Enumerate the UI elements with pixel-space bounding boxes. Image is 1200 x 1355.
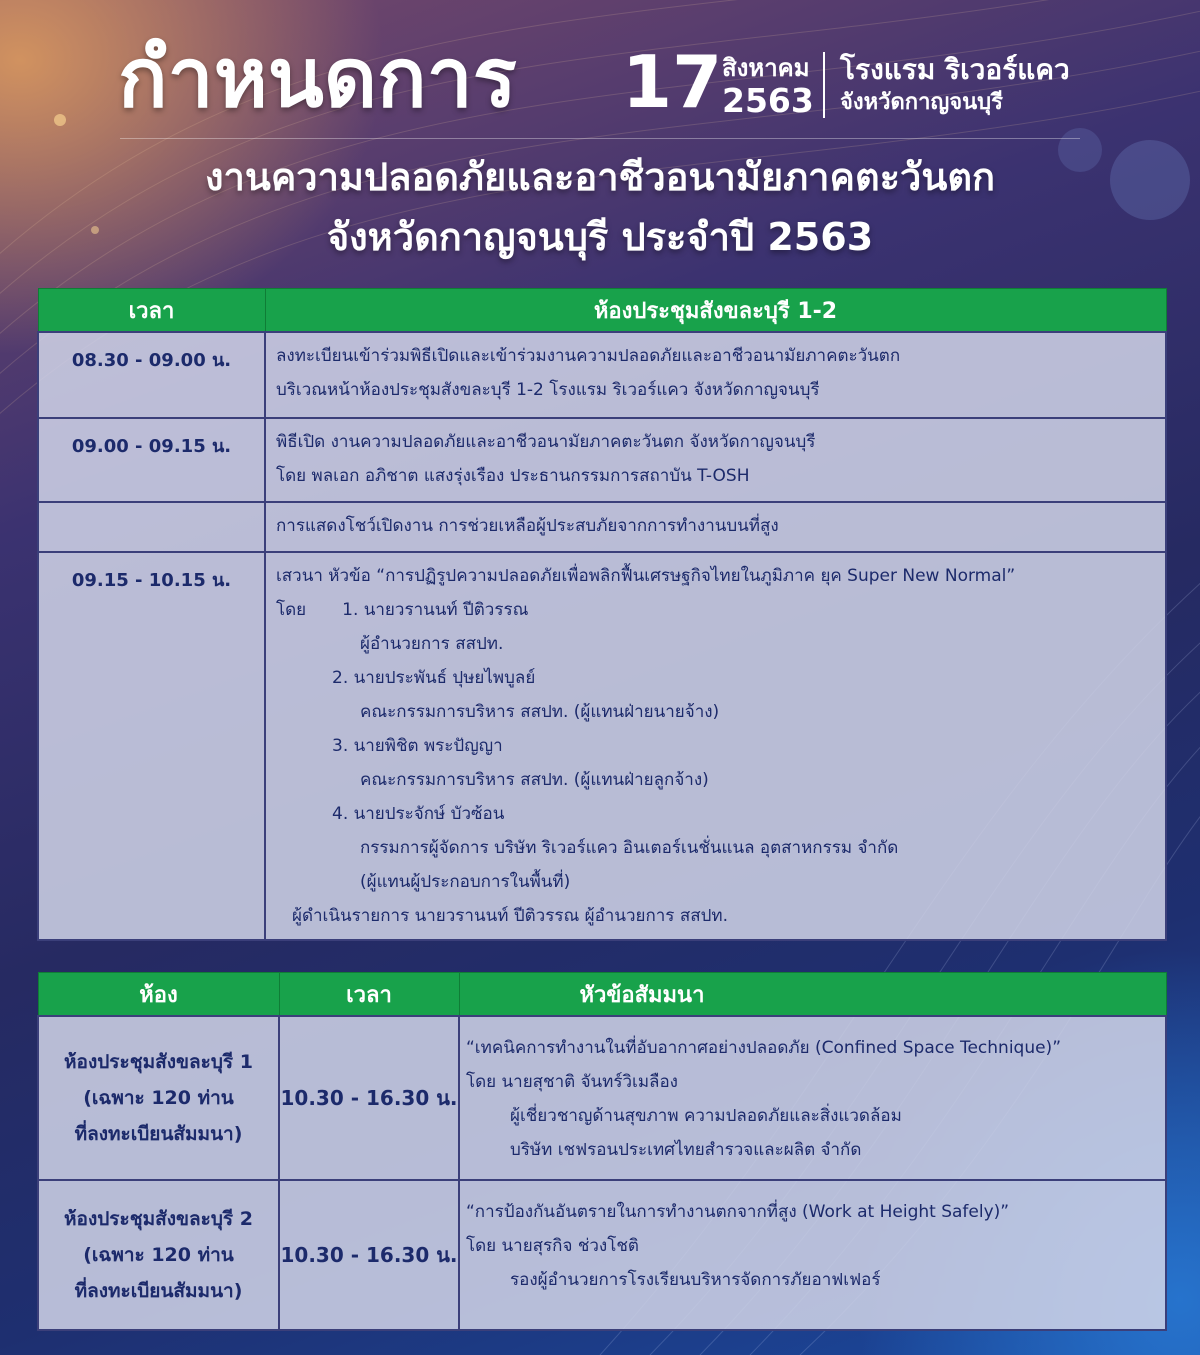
description-line: การแสดงโชว์เปิดงาน การช่วยเหลือผู้ประสบภัยจากการทำงานบนที่สูง [276,516,779,536]
row-time: 08.30 - 09.00 น. [38,332,265,418]
speaker-role: ผู้เชี่ยวชาญด้านสุขภาพ ความปลอดภัยและสิ่งแวดล้อม [510,1106,902,1126]
header-divider [823,52,825,118]
header-rule [120,138,1080,139]
event-day: 17 [622,40,723,124]
table-row [38,332,1166,418]
schedule-col-time: เวลา [38,289,265,333]
venue-hotel: โรงแรม ริเวอร์แคว [840,53,1070,86]
room-line: ห้องประชุมสังขละบุรี 2 [64,1208,253,1230]
row-description [265,332,1166,418]
table-row [38,418,1166,502]
description-line: พิธีเปิด งานความปลอดภัยและอาชีวอนามัยภาคตะวันตก จังหวัดกาญจนบุรี [276,432,816,452]
event-month: สิงหาคม [722,54,810,82]
speaker-role: บริษัท เชฟรอนประเทศไทยสำรวจและผลิต จำกัด [510,1140,862,1160]
row-description [265,418,1166,502]
seminar-col-room: ห้อง [38,973,279,1017]
seminar-topic-cell [459,1016,1166,1180]
schedule-col-room: ห้องประชุมสังขละบุรี 1-2 [265,289,1166,333]
by-label: โดย [276,600,307,620]
row-time: 09.00 - 09.15 น. [38,418,265,502]
event-location-year: จังหวัดกาญจนบุรี ประจำปี 2563 [326,215,874,259]
seminar-topic: “เทคนิคการทำงานในที่อับอากาศอย่างปลอดภัย (Confined Space Technique)” [466,1038,1061,1058]
event-year: 2563 [722,81,814,120]
seminar-time: 10.30 - 16.30 น. [279,1180,459,1330]
speaker-name: 2. นายประพันธ์ ปุษยไพบูลย์ [332,668,536,688]
seminar-table [37,972,1167,1331]
speaker-role: กรรมการผู้จัดการ บริษัท ริเวอร์แคว อินเตอร์เนชั่นแนล อุตสาหกรรม จำกัด [360,838,899,858]
seminar-col-topic: หัวข้อสัมมนา [459,973,1166,1017]
speaker-role: (ผู้แทนผู้ประกอบการในพื้นที่) [360,872,571,892]
seminar-speaker: โดย นายสุชาติ จันทร์วิเมลือง [466,1072,678,1092]
speaker-role: คณะกรรมการบริหาร สสปท. (ผู้แทนฝ่ายนายจ้าง) [360,702,720,722]
seminar-room [38,1180,279,1330]
seminar-col-time: เวลา [279,973,459,1017]
forum-topic: เสวนา หัวข้อ “การปฏิรูปความปลอดภัยเพื่อพลิกฟื้นเศรษฐกิจไทยในภูมิภาค ยุค Super New Normal” [276,566,1016,586]
room-line: (เฉพาะ 120 ท่าน [83,1244,234,1266]
seminar-room [38,1016,279,1180]
speaker-role: ผู้อำนวยการ สสปท. [360,634,504,654]
table-row [38,1180,1166,1330]
seminar-speaker: โดย นายสุรกิจ ช่วงโชติ [466,1236,639,1256]
speaker-name: 4. นายประจักษ์ บัวซ้อน [332,804,505,824]
seminar-time: 10.30 - 16.30 น. [279,1016,459,1180]
room-line: (เฉพาะ 120 ท่าน [83,1087,234,1109]
schedule-table [37,288,1167,941]
description-line: บริเวณหน้าห้องประชุมสังขละบุรี 1-2 โรงแรม ริเวอร์แคว จังหวัดกาญจนบุรี [276,380,820,400]
header [0,0,1200,290]
schedule-header-row [38,289,1166,333]
page-title: กำหนดการ [118,31,517,126]
venue-province: จังหวัดกาญจนบุรี [840,90,1003,115]
table-row [38,1016,1166,1180]
row-time: 09.15 - 10.15 น. [38,552,265,940]
seminar-topic-cell [459,1180,1166,1330]
description-line: ลงทะเบียนเข้าร่วมพิธีเปิดและเข้าร่วมงานความปลอดภัยและอาชีวอนามัยภาคตะวันตก [276,346,901,366]
speaker-line [276,593,1157,627]
description-line: โดย พลเอก อภิชาต แสงรุ่งเรือง ประธานกรรมการสถาบัน T-OSH [276,466,750,486]
seminar-topic: “การป้องกันอันตรายในการทำงานตกจากที่สูง (Work at Height Safely)” [466,1202,1010,1222]
seminar-header-row [38,973,1166,1017]
table-row [38,552,1166,940]
speaker-role: คณะกรรมการบริหาร สสปท. (ผู้แทนฝ่ายลูกจ้าง) [360,770,709,790]
room-line: ห้องประชุมสังขละบุรี 1 [64,1051,253,1073]
table-row [38,502,1166,552]
moderator-line: ผู้ดำเนินรายการ นายวรานนท์ ปีติวรรณ ผู้อำนวยการ สสปท. [292,906,728,926]
row-time [38,502,265,552]
speaker-role: รองผู้อำนวยการโรงเรียนบริหารจัดการภัยอาฟเฟอร์ [510,1270,881,1290]
event-name: งานความปลอดภัยและอาชีวอนามัยภาคตะวันตก [204,155,996,199]
speaker-name: 3. นายพิชิต พระปัญญา [332,736,503,756]
room-line: ที่ลงทะเบียนสัมมนา) [74,1123,243,1145]
row-description [265,552,1166,940]
speaker-name: 1. นายวรานนท์ ปีติวรรณ [342,600,529,620]
room-line: ที่ลงทะเบียนสัมมนา) [74,1280,243,1302]
row-description [265,502,1166,552]
